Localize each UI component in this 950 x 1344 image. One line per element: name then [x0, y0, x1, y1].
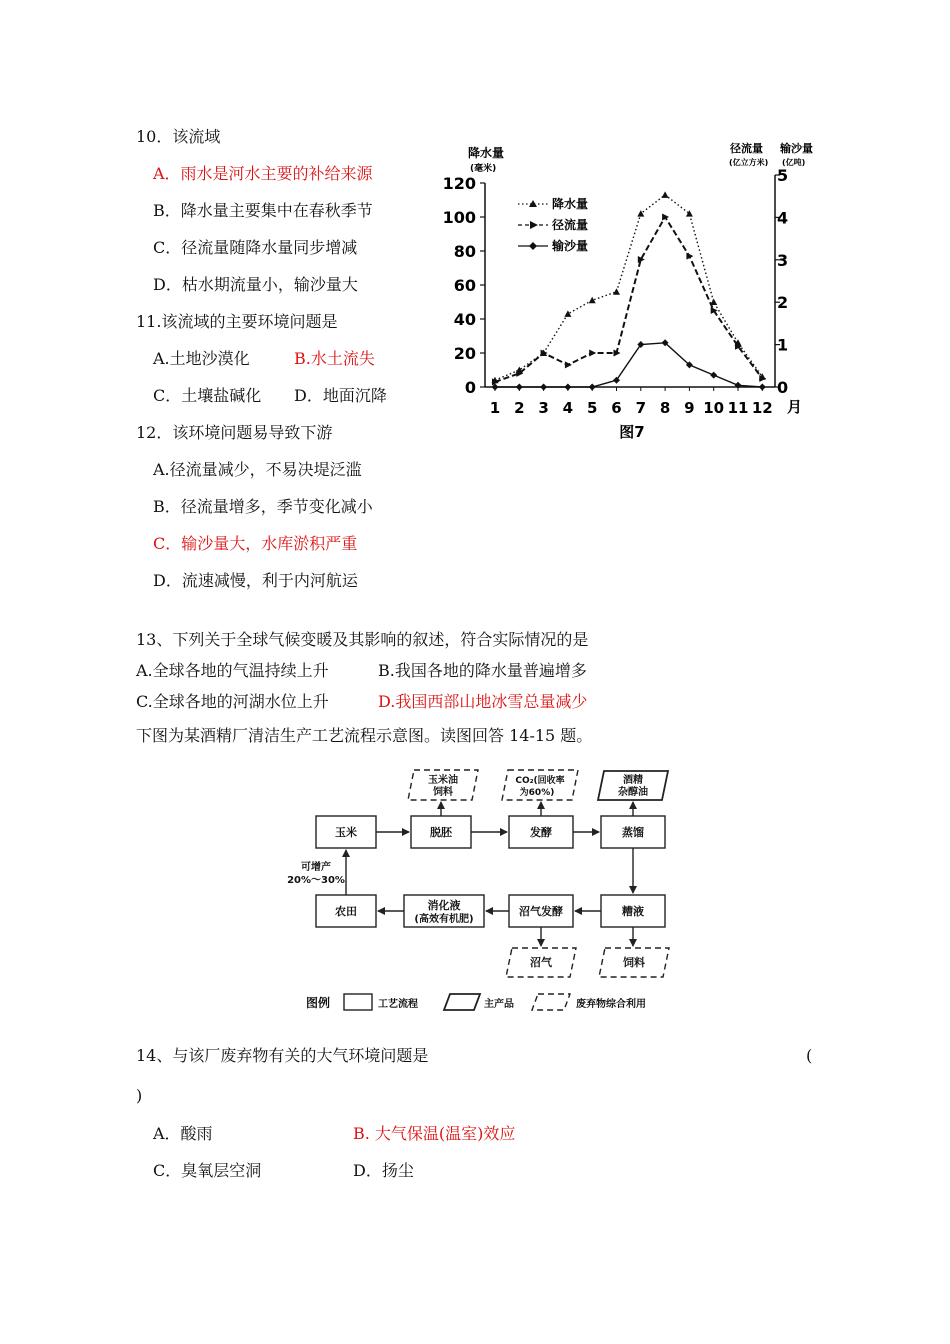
q14-option-b: B. 大气保温(温室)效应: [353, 1124, 516, 1143]
label-digestate: 消化液: [427, 899, 461, 912]
y-left-tick-label: 20: [453, 344, 476, 363]
legend-waste-label: 废弃物综合利用: [576, 999, 646, 1010]
q13-option-b: B.我国各地的降水量普遍增多: [378, 661, 587, 680]
y-right-tick-label: 1: [777, 335, 789, 355]
label-co2: CO₂(回收率: [515, 776, 565, 786]
q14-option-d: D．扬尘: [353, 1161, 414, 1180]
x-tick-label: 4: [562, 399, 574, 417]
q12-option-a: A.径流量减少，不易决堤泛滥: [153, 460, 362, 479]
y-left-unit: (毫米): [470, 164, 497, 174]
series-1-point: [613, 288, 620, 295]
label-co2-rate: 为60%): [519, 788, 555, 798]
y-right-title-sediment: 输沙量: [780, 142, 813, 155]
legend-arrow-icon: [530, 221, 538, 229]
y-right-title-runoff: 径流量: [730, 142, 763, 155]
x-tick-label: 9: [684, 399, 695, 417]
label-corn-oil: 玉米油: [428, 775, 458, 786]
label-feed: 饲料: [623, 956, 645, 969]
label-degerm: 脱胚: [430, 826, 452, 839]
series-1-point: [564, 310, 571, 317]
q11-stem: 11.该流域的主要环境问题是: [136, 312, 338, 331]
y-right-tick-label: 0: [777, 378, 789, 397]
q10-stem: 10．该流域: [136, 127, 221, 146]
label-mash: 糟液: [622, 905, 644, 918]
y-right-tick-label: 3: [777, 250, 789, 270]
series-3-point: [759, 384, 766, 391]
x-tick-label: 2: [514, 399, 525, 417]
legend-label-runoff: 径流量: [552, 218, 589, 232]
q14-option-c: C．臭氧层空洞: [153, 1161, 262, 1180]
q12-option-c: C．输沙量大，水库淤积严重: [153, 534, 358, 553]
q14-paren-close: ): [136, 1086, 143, 1105]
legend-title: 图例: [306, 996, 331, 1010]
q11-option-c: C．土壤盐碱化: [153, 386, 262, 405]
q11-option-b: B.水土流失: [294, 349, 375, 368]
legend-main-label: 主产品: [484, 999, 514, 1010]
y-left-title: 降水量: [468, 146, 505, 160]
label-distill: 蒸馏: [622, 826, 644, 839]
yield-label: 可增产: [301, 862, 331, 873]
y-left-tick-label: 60: [453, 276, 476, 295]
y-left-tick-label: 100: [442, 208, 476, 227]
q14-paren-open: (: [806, 1046, 813, 1065]
x-tick-label: 6: [611, 399, 622, 417]
q11-option-d: D．地面沉降: [294, 386, 387, 405]
q13-stem: 13、下列关于全球气候变暖及其影响的叙述，符合实际情况的是: [136, 630, 589, 649]
series-line-1: [495, 195, 762, 380]
series-3-point: [540, 384, 547, 391]
series-3-point: [516, 384, 523, 391]
series-line-2: [495, 217, 762, 382]
legend-label-sediment: 输沙量: [552, 239, 589, 253]
y-right-tick-label: 4: [777, 208, 789, 228]
series-line-3: [495, 343, 762, 387]
yield-range: 20%～30%: [287, 875, 345, 886]
x-tick-label: 5: [586, 399, 598, 417]
process-flow-diagram: [280, 762, 700, 1024]
intro-text: 下图为某酒精厂清洁生产工艺流程示意图。读图回答 14-15 题。: [136, 726, 593, 745]
legend-label-precip: 降水量: [552, 197, 589, 211]
x-tick-label: 8: [659, 399, 671, 417]
label-biogas-ferment: 沼气发酵: [519, 905, 563, 918]
label-field: 农田: [335, 905, 357, 918]
x-tick-label: 11: [727, 399, 749, 417]
y-left-tick-label: 80: [453, 242, 476, 261]
x-tick-label: 3: [538, 399, 549, 417]
x-tick-label: 1: [489, 399, 501, 417]
q14-stem: 14、与该厂废弃物有关的大气环境问题是: [136, 1046, 429, 1065]
label-ferment: 发酵: [530, 826, 552, 839]
series-1-point: [686, 210, 693, 217]
label-corn: 玉米: [335, 826, 357, 839]
q10-option-a: A．雨水是河水主要的补给来源: [153, 164, 373, 183]
y-right-unit-runoff: (亿立方米): [729, 158, 769, 167]
series-2-point: [565, 361, 572, 368]
series-1-point: [662, 191, 669, 198]
q13-option-c: C.全球各地的河湖水位上升: [136, 692, 329, 711]
legend-process-shape: [344, 994, 372, 1010]
y-right-tick-label: 5: [777, 166, 789, 185]
legend-diamond-icon: [529, 242, 537, 250]
y-right-tick-label: 2: [777, 293, 789, 313]
chart-caption: 图7: [619, 423, 645, 441]
label-corn-oil-feed: 饲料: [433, 787, 453, 798]
x-tick-label: 12: [751, 399, 773, 417]
label-fusel-oil: 杂醇油: [618, 787, 648, 798]
legend-main-shape: [444, 994, 480, 1010]
q13-option-d: D.我国西部山地冰雪总量减少: [378, 692, 588, 711]
q13-option-a: A.全球各地的气温持续上升: [136, 661, 329, 680]
q10-option-b: B．降水量主要集中在春秋季节: [153, 201, 373, 220]
q12-option-b: B．径流量增多，季节变化减小: [153, 497, 373, 516]
series-3-point: [589, 384, 596, 391]
y-left-tick-label: 120: [442, 174, 476, 193]
y-left-tick-label: 0: [464, 378, 476, 397]
legend-waste-shape: [532, 994, 570, 1010]
label-biogas: 沼气: [530, 956, 552, 969]
q10-option-d: D．枯水期流量小，输沙量大: [153, 275, 358, 294]
label-alcohol: 酒精: [623, 775, 643, 786]
series-2-point: [589, 350, 596, 357]
q14-option-a: A．酸雨: [153, 1124, 213, 1143]
legend-process-label: 工艺流程: [378, 999, 418, 1010]
x-tick-label: 7: [635, 399, 647, 417]
q11-option-a: A.土地沙漠化: [153, 349, 250, 368]
q12-stem: 12．该环境问题易导致下游: [136, 423, 333, 442]
chart-legend: [518, 196, 588, 253]
x-tick-label: 10: [703, 399, 725, 417]
q10-option-c: C．径流量随降水量同步增减: [153, 238, 358, 257]
q12-option-d: D．流速减慢，利于内河航运: [153, 571, 358, 590]
x-unit-label: 月: [787, 398, 803, 416]
series-3-point: [710, 372, 717, 379]
figure-7-chart: [440, 135, 820, 445]
y-left-tick-label: 40: [453, 310, 476, 329]
series-3-point: [564, 384, 571, 391]
label-digestate-sub: (高效有机肥): [414, 914, 474, 925]
y-right-unit-sediment: (亿吨): [782, 158, 806, 167]
